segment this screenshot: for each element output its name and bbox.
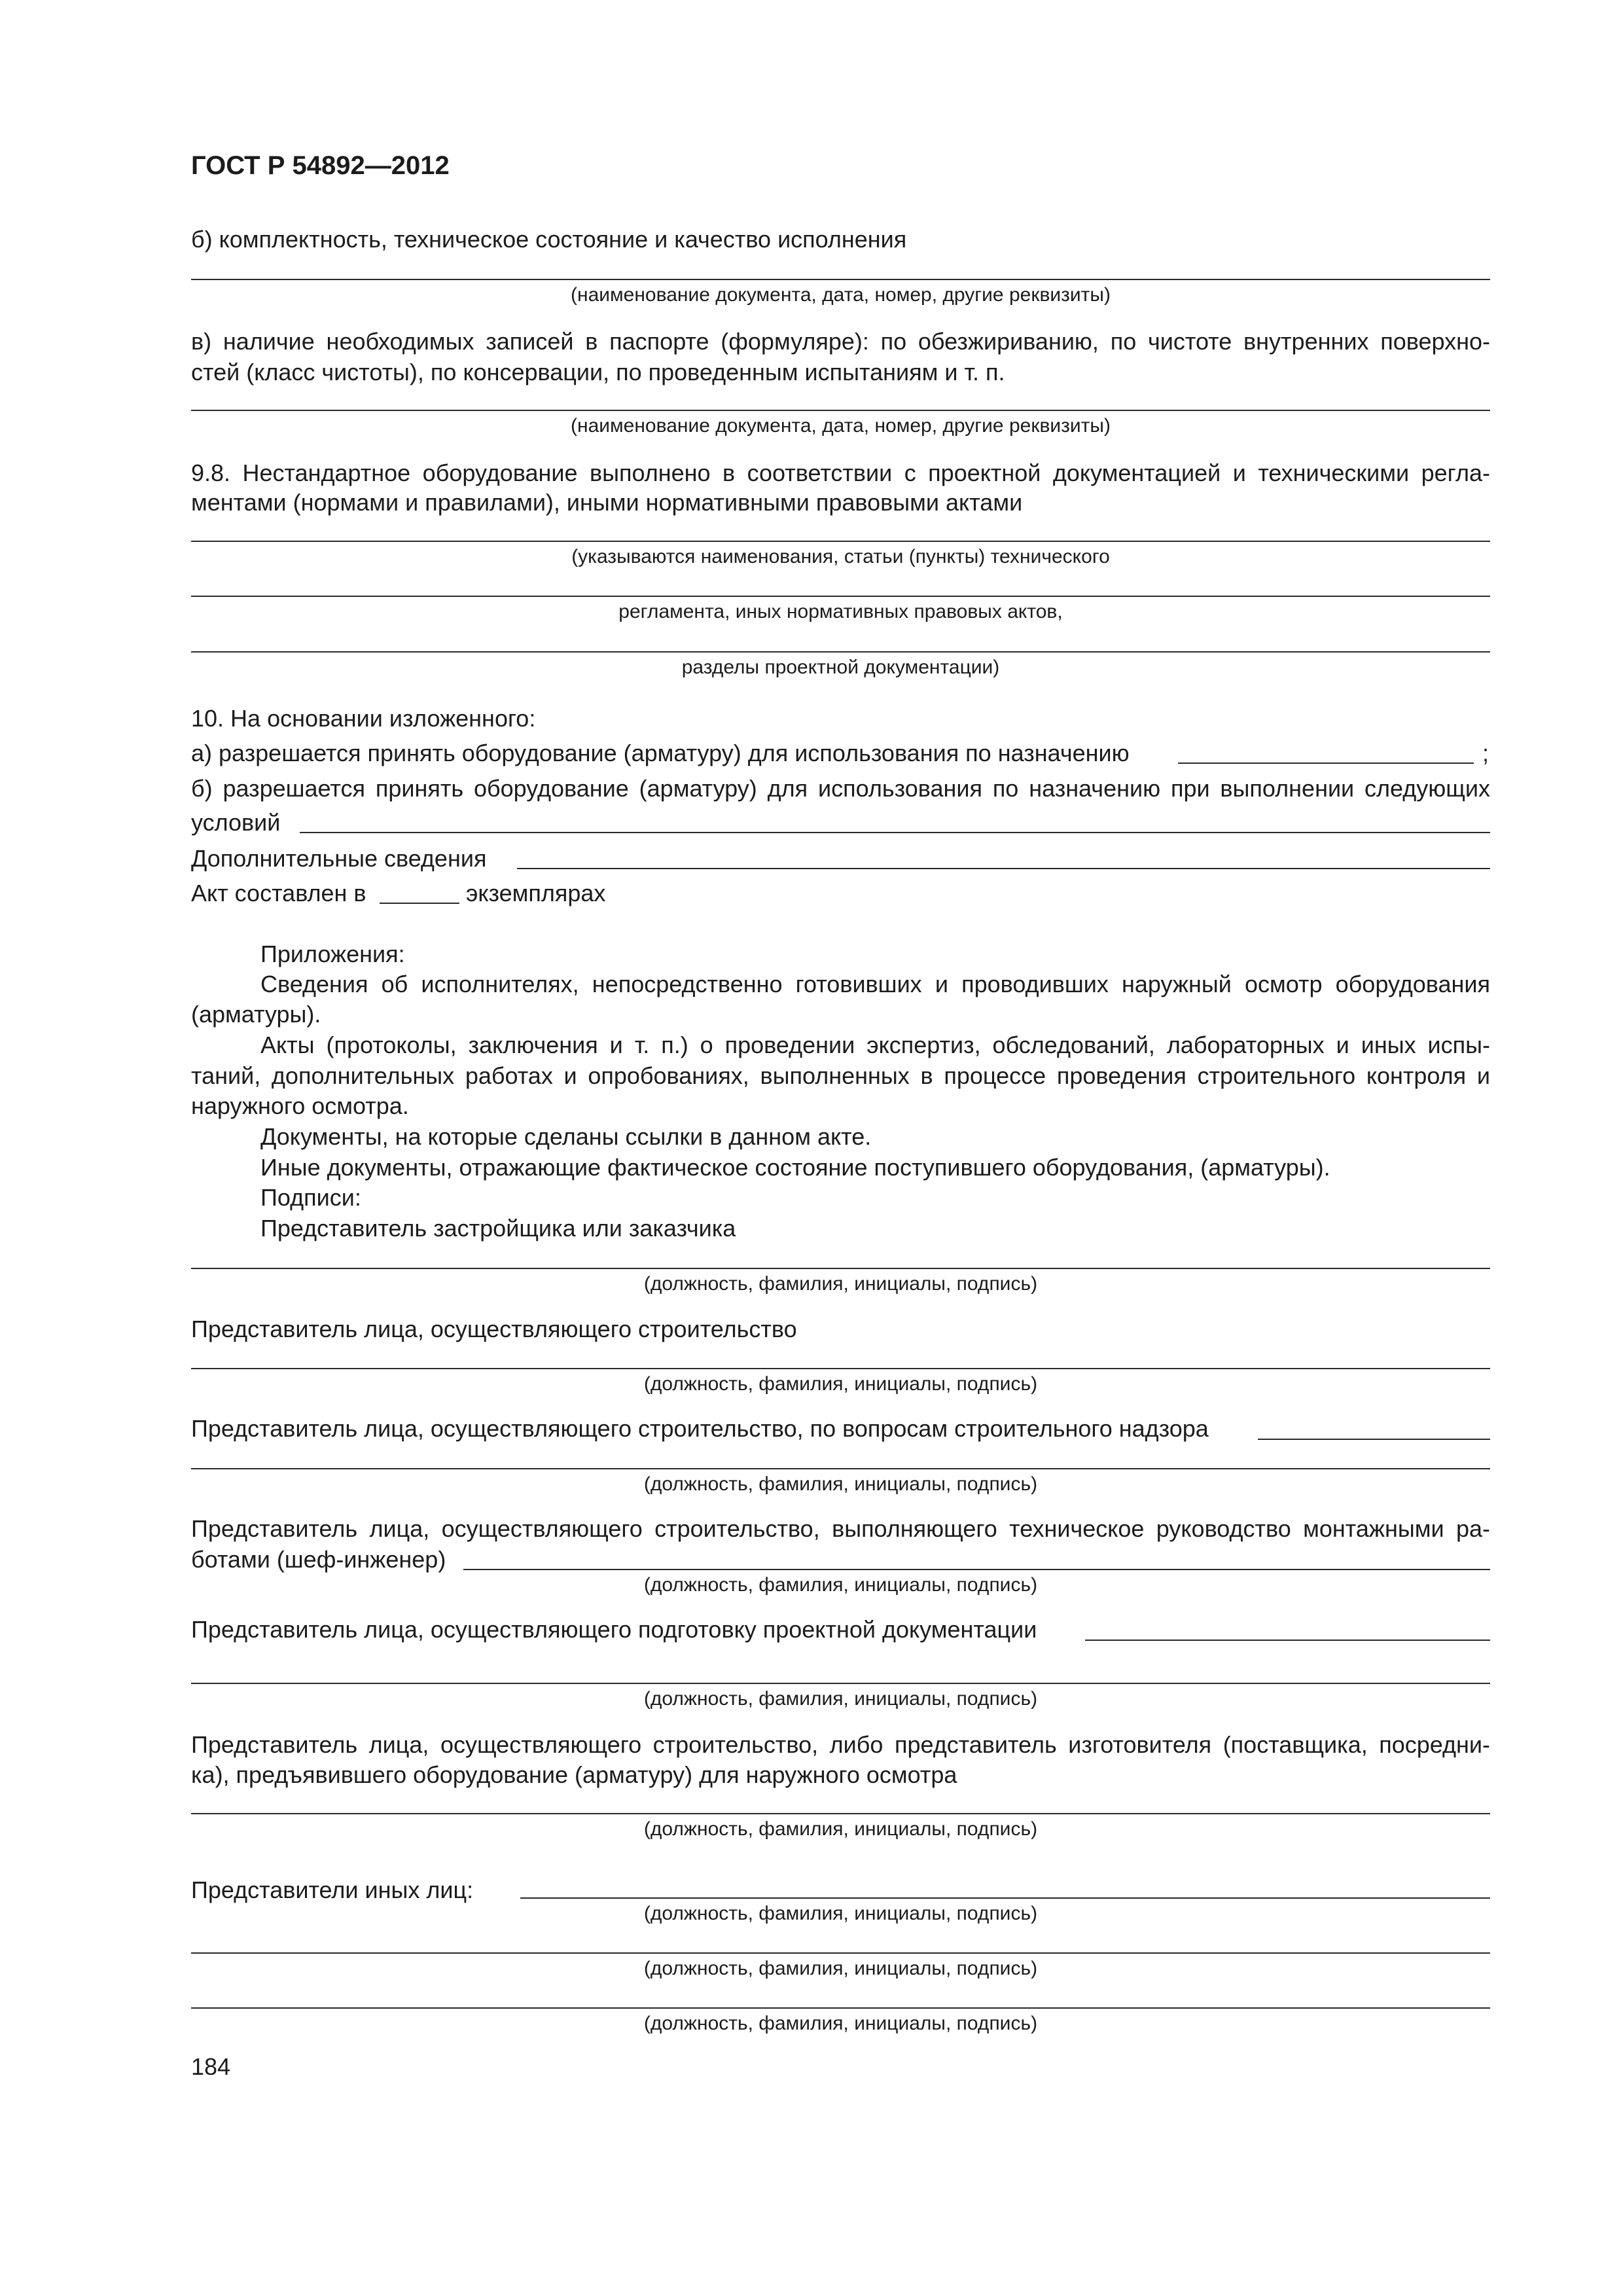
page-number: 184 (191, 2053, 231, 2080)
sign-design-label: Представитель лица, осуществляющего подготовку проектной документации (191, 1616, 1037, 1643)
para-10-a-end: ; (1482, 740, 1489, 766)
copies-label-pre: Акт составлен в (191, 880, 366, 906)
sign-supervision-label: Представитель лица, осуществляющего строительство, по вопросам строительного надзора (191, 1415, 1209, 1442)
sign-caption-others-3: (должность, фамилия, инициалы, подпись) (643, 2013, 1038, 2034)
fill-line-10a (1178, 762, 1474, 764)
extra-info-label: Дополнительные сведения (191, 845, 487, 872)
appendix-item1-line2: (арматуры). (191, 1001, 321, 1028)
caption-reg-2: регламента, иных нормативных правовых актов, (618, 601, 1063, 622)
sign-supplier-label-line1: Представитель лица, осуществляющего строительство, либо представитель изготовителя (поставщика, посредни- (191, 1731, 1490, 1758)
item-b-text: б) комплектность, техническое состояние и качество исполнения (191, 226, 907, 253)
para-10-a: а) разрешается принять оборудование (арматуру) для использования по назначению (191, 740, 1130, 766)
para-9-8-line1: 9.8. Нестандартное оборудование выполнено в соответствии с проектной документацией и техническими регла- (191, 459, 1490, 486)
fill-line-conditions (300, 832, 1490, 833)
sign-caption-design: (должность, фамилия, инициалы, подпись) (643, 1688, 1038, 1710)
appendix-item2-line1: Акты (протоколы, заключения и т. п.) о проведении экспертиз, обследований, лабораторных и иных испы- (260, 1031, 1490, 1058)
appendix-item4: Иные документы, отражающие фактическое состояние поступившего оборудования, (арматуры). (260, 1154, 1330, 1181)
sign-line-design-inline (1085, 1640, 1490, 1641)
copies-label-post: экземплярах (466, 880, 606, 906)
sign-caption-builder: (должность, фамилия, инициалы, подпись) (643, 1373, 1038, 1395)
sign-line-customer (191, 1268, 1490, 1269)
appendix-title: Приложения: (260, 941, 405, 967)
sign-others-label: Представители иных лиц: (191, 1876, 474, 1903)
para-10-b-line1: б) разрешается принять оборудование (арматуру) для использования по назначению при выполнении следующих (191, 775, 1490, 802)
sign-customer-label: Представитель застройщика или заказчика (260, 1215, 736, 1242)
sign-line-others-3 (191, 2007, 1490, 2009)
fill-line-b (191, 279, 1490, 280)
sign-line-supervision (191, 1468, 1490, 1469)
sign-caption-others-1: (должность, фамилия, инициалы, подпись) (643, 1903, 1038, 1924)
sign-caption-supplier: (должность, фамилия, инициалы, подпись) (643, 1818, 1038, 1840)
sign-builder-label: Представитель лица, осуществляющего строительство (191, 1316, 797, 1342)
sign-line-design (191, 1683, 1490, 1684)
sign-caption-customer: (должность, фамилия, инициалы, подпись) (643, 1273, 1038, 1295)
caption-doc-v: (наименование документа, дата, номер, другие реквизиты) (571, 415, 1111, 437)
sign-chief-label-line2: ботами (шеф-инженер) (191, 1546, 446, 1573)
sign-caption-supervision: (должность, фамилия, инициалы, подпись) (643, 1473, 1038, 1495)
caption-reg-1: (указываются наименования, статьи (пункты) технического (571, 546, 1110, 567)
sign-chief-label-line1: Представитель лица, осуществляющего строительство, выполняющего техническое руководство монтажными ра- (191, 1515, 1490, 1542)
para-10-title: 10. На основании изложенного: (191, 705, 536, 732)
sign-caption-chief: (должность, фамилия, инициалы, подпись) (643, 1574, 1038, 1596)
sign-line-chief (463, 1569, 1490, 1570)
item-v-line1: в) наличие необходимых записей в паспорте (формуляре): по обезжириванию, по чистоте внутренних поверхно- (191, 328, 1490, 355)
fill-line-98-a (191, 541, 1490, 542)
standard-header: ГОСТ Р 54892—2012 (191, 151, 450, 180)
sign-line-others-2 (191, 1952, 1490, 1954)
sign-line-supervision-inline (1258, 1439, 1490, 1440)
appendix-item2-line2: таний, дополнительных работах и опробованиях, выполненных в процессе проведения строительного контроля и (191, 1062, 1490, 1089)
fill-line-copies (380, 903, 459, 904)
caption-reg-3: разделы проектной документации) (681, 656, 1000, 678)
appendix-item1-line1: Сведения об исполнителях, непосредственно готовивших и проводивших наружный осмотр оборудования (260, 971, 1490, 997)
fill-line-98-c (191, 651, 1490, 653)
appendix-item2-line3: наружного осмотра. (191, 1092, 409, 1119)
para-10-b-line2: условий (191, 809, 281, 836)
fill-line-v (191, 410, 1490, 411)
caption-doc-b: (наименование документа, дата, номер, другие реквизиты) (571, 284, 1111, 306)
item-v-line2: стей (класс чистоты), по консервации, по проведенным испытаниям и т. п. (191, 359, 1005, 386)
fill-line-98-b (191, 596, 1490, 597)
signatures-title: Подписи: (260, 1184, 361, 1211)
sign-caption-others-2: (должность, фамилия, инициалы, подпись) (643, 1958, 1038, 1979)
fill-line-extra (517, 868, 1490, 869)
sign-line-others-1 (520, 1897, 1490, 1899)
sign-line-builder (191, 1368, 1490, 1369)
appendix-item3: Документы, на которые сделаны ссылки в данном акте. (260, 1123, 872, 1150)
sign-supplier-label-line2: ка), предъявившего оборудование (арматуру) для наружного осмотра (191, 1761, 957, 1788)
para-9-8-line2: ментами (нормами и правилами), иными нормативными правовыми актами (191, 489, 1023, 516)
sign-line-supplier (191, 1813, 1490, 1814)
